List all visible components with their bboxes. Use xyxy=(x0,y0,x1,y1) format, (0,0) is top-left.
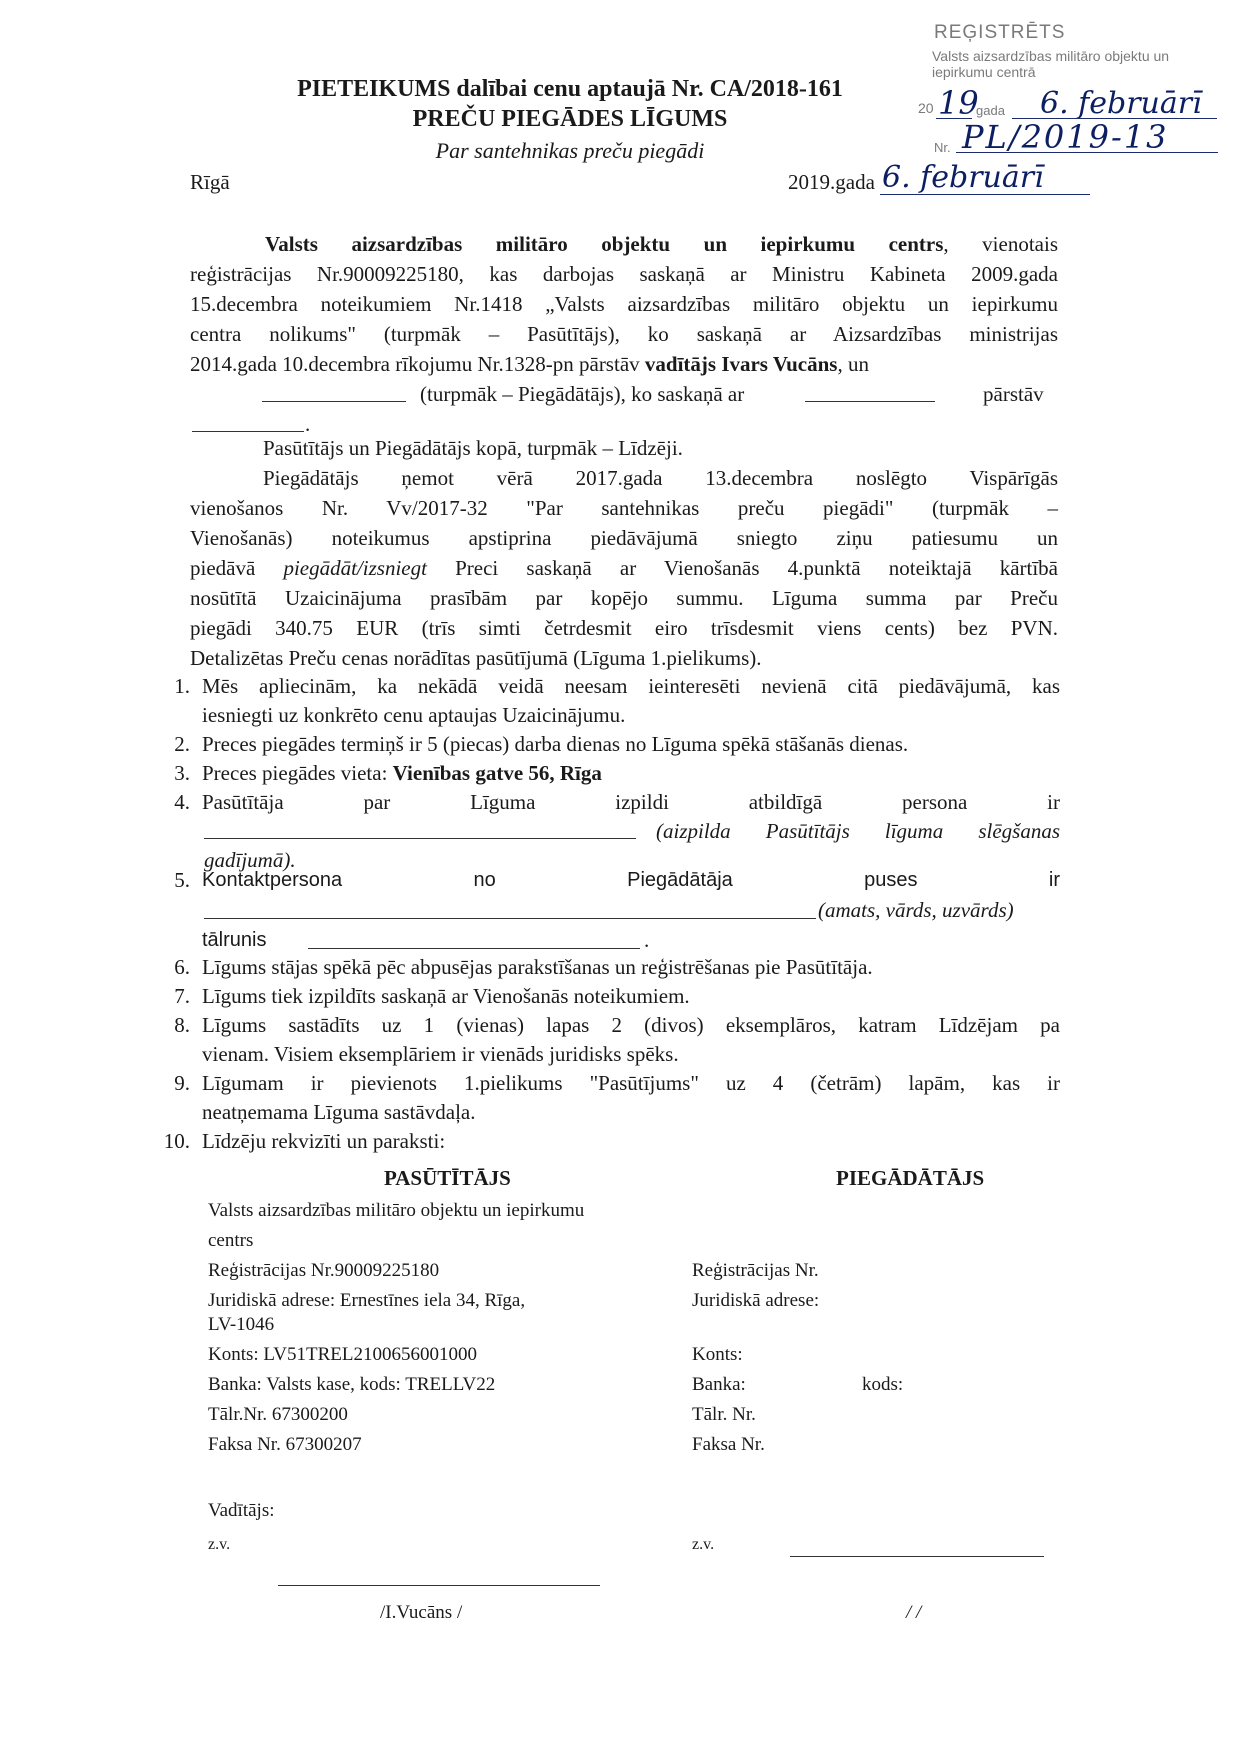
stamp-gada: gada xyxy=(976,103,1005,118)
stamp-year-prefix: 20 xyxy=(918,100,934,116)
stamp-line2: iepirkumu centrā xyxy=(932,64,1036,80)
intro-line-4: centra nolikums" (turpmāk – Pasūtītājs), ko saskaņā ar Aizsardzības ministrijas xyxy=(190,322,1058,346)
customer-heading: PASŪTĪTĀJS xyxy=(384,1166,511,1190)
customer-name: Valsts aizsardzības militāro objektu un iepirkumu centrs xyxy=(265,232,944,256)
phone-blank[interactable] xyxy=(308,948,640,949)
supplier-heading: PIEGĀDĀTĀJS xyxy=(836,1166,985,1190)
intro-line-3: 15.decembra noteikumiem Nr.1418 „Valsts aizsardzības militāro objektu un iepirkumu xyxy=(190,292,1058,316)
stamp-date-handwritten: 6. februārī xyxy=(1040,86,1202,121)
place: Rīgā xyxy=(190,170,230,194)
intro-line-2: reģistrācijas Nr.90009225180, kas darbojas saskaņā ar Ministru Kabineta 2009.gada xyxy=(190,262,1058,286)
parties-line: Pasūtītājs un Piegādātājs kopā, turpmāk – Līdzēji. xyxy=(263,436,683,460)
intro-line-6-end: pārstāv xyxy=(983,382,1044,406)
customer-signatory: /I.Vucāns / xyxy=(380,1602,463,1623)
supplier-signatory: / / xyxy=(906,1602,922,1623)
supplier-representative-blank[interactable] xyxy=(192,431,304,432)
contact-person-blank[interactable] xyxy=(204,918,816,919)
supplier-signature-line[interactable] xyxy=(790,1556,1044,1557)
customer-signature-line[interactable] xyxy=(278,1585,600,1586)
stamp-nr-label: Nr. xyxy=(934,140,951,155)
date-handwritten: 6. februārī xyxy=(882,160,1044,195)
responsible-person-blank[interactable] xyxy=(204,838,636,839)
stamp-nr-handwritten: PL/2019-13 xyxy=(962,118,1169,156)
stamp-line1: Valsts aizsardzības militāro objektu un xyxy=(932,48,1170,64)
contract-subtitle: Par santehnikas preču piegādi xyxy=(435,138,705,163)
contract-title: PREČU PIEGĀDES LĪGUMS xyxy=(412,106,728,132)
supplier-name-blank[interactable] xyxy=(262,401,406,402)
intro-line-6: (turpmāk – Piegādātājs), ko saskaņā ar xyxy=(420,382,745,406)
stamp-heading: REĢISTRĒTS xyxy=(934,22,1066,43)
director-name: vadītājs Ivars Vucāns xyxy=(644,352,838,376)
supplier-basis-blank[interactable] xyxy=(805,401,935,402)
stamp-year-handwritten: 19 xyxy=(938,84,979,122)
delivery-address: Vienības gatve 56, Rīga xyxy=(392,761,602,785)
contract-sum: piegādi 340.75 EUR (trīs simti četrdesmit eiro trīsdesmit viens cents) bez PVN. xyxy=(190,616,1058,640)
document-title: PIETEIKUMS dalībai cenu aptaujā Nr. CA/2018-161 xyxy=(297,76,843,102)
date-label: 2019.gada xyxy=(788,170,875,194)
